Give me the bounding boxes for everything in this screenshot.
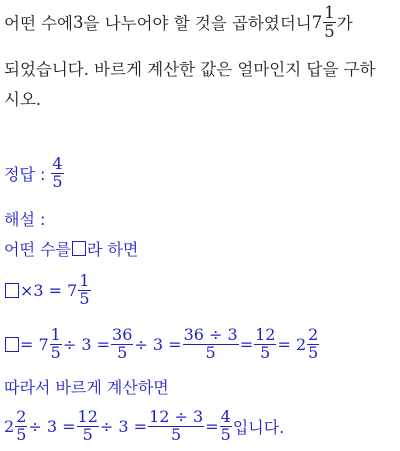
solution-intro-line bbox=[4, 236, 138, 260]
fraction-numerator: 36 ÷ 3 bbox=[183, 324, 238, 344]
fraction-numerator: 12 bbox=[77, 406, 98, 426]
fraction-numerator: 12 ÷ 3 bbox=[149, 406, 204, 426]
answer-fraction bbox=[51, 153, 63, 191]
eq3-fraction-2 bbox=[77, 406, 99, 444]
eq2-text-2: ÷ 3 = bbox=[134, 334, 182, 354]
fraction-denominator: 5 bbox=[117, 342, 128, 362]
fraction-denominator: 5 bbox=[260, 342, 271, 362]
eq2-text-0: = 7 bbox=[20, 334, 49, 354]
fraction-denominator: 5 bbox=[220, 424, 231, 444]
eq3-fraction-3 bbox=[148, 406, 204, 444]
eq1-fraction bbox=[78, 270, 90, 308]
answer-fraction-numerator: 4 bbox=[52, 153, 63, 173]
eq1-operator-text: ×3 = 7 bbox=[20, 280, 78, 300]
eq3-text-2: ÷ 3 = bbox=[99, 416, 148, 436]
question-fraction-denominator: 5 bbox=[324, 21, 335, 41]
solution-label: 해설 : bbox=[4, 209, 46, 229]
fraction-denominator: 5 bbox=[308, 342, 319, 362]
unknown-box-icon bbox=[72, 241, 86, 256]
eq2-text-1: ÷ 3 = bbox=[62, 334, 111, 354]
unknown-box-icon bbox=[5, 283, 19, 298]
answer-line bbox=[4, 152, 65, 194]
eq3-text-4: 입니다. bbox=[232, 417, 285, 437]
question-fraction bbox=[323, 4, 336, 40]
fraction-denominator: 5 bbox=[16, 424, 27, 444]
eq2-fraction-2 bbox=[111, 324, 133, 362]
eq3-lead: 2 bbox=[4, 416, 15, 436]
solution-conclusion: 따라서 바르게 계산하면 bbox=[4, 377, 169, 397]
fraction-numerator: 2 bbox=[308, 324, 319, 344]
fraction-numerator: 4 bbox=[220, 406, 231, 426]
solution-label-line bbox=[4, 206, 45, 230]
question-text-line2: 되었습니다. 바르게 계산한 값은 얼마인지 답을 구하 bbox=[4, 60, 376, 79]
solution-conclusion-line bbox=[4, 374, 169, 398]
eq2-fraction-4 bbox=[254, 324, 276, 362]
fraction-denominator: 5 bbox=[50, 342, 61, 362]
eq2-fraction-5 bbox=[307, 324, 319, 362]
question-number-3: 3 bbox=[73, 12, 84, 32]
question-mixed-whole: 7 bbox=[311, 12, 323, 32]
fraction-denominator: 5 bbox=[205, 342, 216, 362]
eq2-fraction-3 bbox=[183, 324, 239, 362]
solution-intro-a: 어떤 수를 bbox=[4, 239, 71, 259]
fraction-numerator: 1 bbox=[50, 324, 61, 344]
question-line-3 bbox=[4, 86, 41, 110]
answer-fraction-denominator: 5 bbox=[52, 171, 63, 191]
fraction-numerator: 2 bbox=[16, 406, 27, 426]
eq2-text-4: = 2 bbox=[277, 334, 307, 354]
eq2-text-3: = bbox=[239, 334, 254, 354]
fraction-denominator: 5 bbox=[79, 288, 90, 308]
solution-intro-b: 라 하면 bbox=[86, 239, 139, 259]
equation-1 bbox=[4, 268, 92, 312]
question-text-b: 을 나누어야 할 것을 곱하였더니 bbox=[83, 14, 312, 33]
question-text-line3: 시오. bbox=[4, 90, 42, 109]
fraction-denominator: 5 bbox=[171, 424, 182, 444]
eq3-fraction-1 bbox=[15, 406, 27, 444]
eq2-fraction-1 bbox=[50, 324, 62, 362]
question-text-c: 가 bbox=[336, 14, 353, 33]
question-text-a: 어떤 수에 bbox=[4, 14, 74, 33]
fraction-denominator: 5 bbox=[82, 424, 93, 444]
fraction-numerator: 1 bbox=[79, 270, 90, 290]
equation-3 bbox=[4, 404, 284, 448]
question-line-2 bbox=[4, 56, 375, 80]
fraction-numerator: 36 bbox=[112, 324, 133, 344]
eq3-fraction-4 bbox=[220, 406, 232, 444]
equation-2 bbox=[4, 322, 320, 366]
fraction-numerator: 12 bbox=[255, 324, 276, 344]
question-fraction-numerator: 1 bbox=[324, 3, 335, 23]
eq3-text-1: ÷ 3 = bbox=[28, 416, 76, 436]
eq3-text-3: = bbox=[205, 416, 219, 436]
question-line-1 bbox=[4, 2, 353, 42]
answer-label: 정답 : bbox=[4, 164, 46, 184]
unknown-box-icon bbox=[5, 337, 19, 352]
